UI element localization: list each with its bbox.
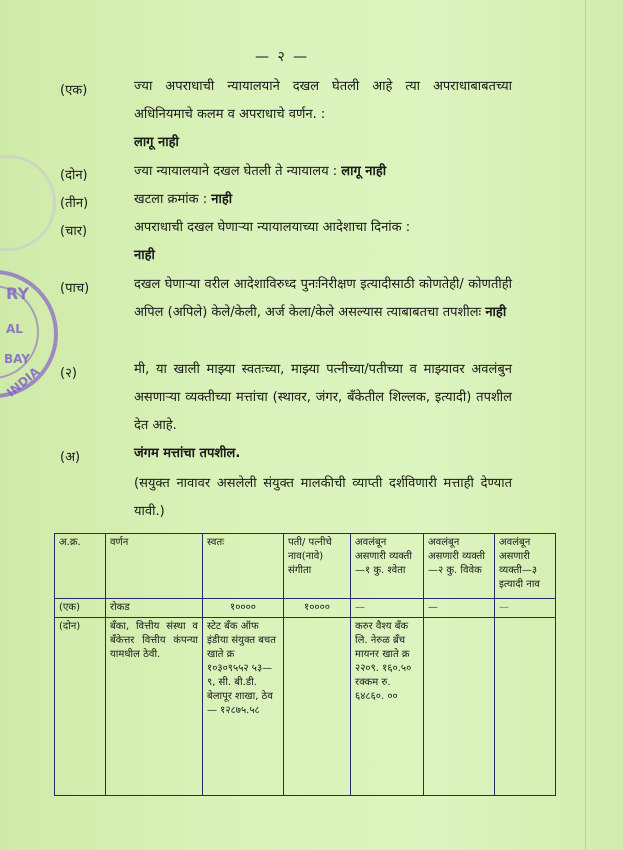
item-text [134,186,512,214]
seal-text: RY [6,284,30,303]
item-answer: नाही [485,305,507,320]
col-header: अवलंबून असणारी व्यक्ती—२ कु. विवेक [424,534,495,599]
seal-text: INDIA [3,364,43,400]
item-question: अपराधाची दखल घेणाऱ्या न्यायालयाच्या आदेशाचा दिनांक : [134,220,411,235]
col-header: स्वतः [203,534,284,599]
item-answer: नाही [211,192,233,207]
item-answer: लागू नाही [134,135,179,150]
item-text [134,271,512,327]
table-row [55,618,556,796]
table-row [55,599,556,618]
assets-table [54,533,556,796]
item-question: दखल घेणाऱ्या वरील आदेशाविरुध्द पुनःनिरीक्षण इत्यादीसाठी कोणतेही/ कोणतीही अपिल (अपिले) केले/केली, अर्ज केला/केले असल्यास त्याबाबतचा तपशीलः [134,277,512,320]
table-cell [495,618,556,796]
table-cell: स्टेट बँक ऑफ इंडीया संयुक्त बचत खाते क्र १०३०९५५२ ५३—९, सी. बी.डी. बेलापूर शाखा, ठेव — १२८७५.५८ [203,618,284,796]
table-cell [424,618,495,796]
item-question: ज्या न्यायालयाने दखल घेतली ते न्यायालय : [134,164,338,179]
section-heading: जंगम मत्तांचा तपशील. [134,446,241,461]
item-question: ज्या अपराधाची न्यायालयाने दखल घेतली आहे त्या अपराधाबाबतच्या अधिनियमाचे कलम व अपराधाचे वर्णन. : [134,79,512,122]
item-label: (२) [60,366,77,381]
table-cell: करुर वैश्य बँक लि. नेरुळ ब्रँच मायनर खाते क्र २२०९. १६०.५० रक्कम रु. ६४८६०. ०० [351,618,424,796]
table-cell: रोकड [106,599,203,618]
item-answer: नाही [134,248,155,263]
page-number: — २ — [255,49,310,65]
table-cell: १०००० [284,599,351,618]
seal-text: BAY [4,352,30,366]
col-header: पती/ पत्नीचे नाव(नावे) संगीता [284,534,351,599]
item-label: (चार) [60,224,88,239]
table-cell: — [424,599,495,618]
col-header: अवलंबून असणारी व्यक्ती—१ कु. श्वेता [351,534,424,599]
item-label: (एक) [60,83,88,98]
page-edge-line [585,0,586,850]
item-question: खटला क्रमांक : [134,192,208,207]
table-cell: (दोन) [55,618,106,796]
item-label: (दोन) [60,168,88,183]
item-text [134,214,512,270]
seal-text: AL [6,322,23,336]
item-label: (पाच) [60,281,90,296]
table-cell: — [351,599,424,618]
item-text [134,158,512,186]
table-header-row [55,534,556,599]
col-header: वर्णन [106,534,203,599]
col-header: अवलंबून असणारी व्यक्ती—३ इत्यादी नाव [495,534,556,599]
item-text [134,73,512,157]
item-text: मी, या खाली माझ्या स्वतःच्या, माझ्या पत्नीच्या/पतीच्या व माझ्यावर अवलंबुन असणाऱ्या व्यक्तीच्या मत्तांचा (स्थावर, जंगर, बँकेतील शिल्लक, इत्यादी) तपशील देत आहे. [134,362,512,433]
table-cell: (एक) [55,599,106,618]
item-label: (अ) [60,450,81,465]
table-cell: — [495,599,556,618]
item-label: (तीन) [60,196,89,211]
table-cell: बँका, वित्तीय संस्था व बँकेत्तर वित्तीय कंपन्या यामधील ठेवी. [106,618,203,796]
table-cell [284,618,351,796]
section-note: (सयुक्त नावावर असलेली संयुक्त मालकीची व्याप्ती दर्शविणारी मत्ताही देण्यात यावी.) [134,476,512,519]
item-answer: लागू नाही [341,164,387,179]
col-header: अ.क्र. [55,534,106,599]
table-cell: १०००० [203,599,284,618]
